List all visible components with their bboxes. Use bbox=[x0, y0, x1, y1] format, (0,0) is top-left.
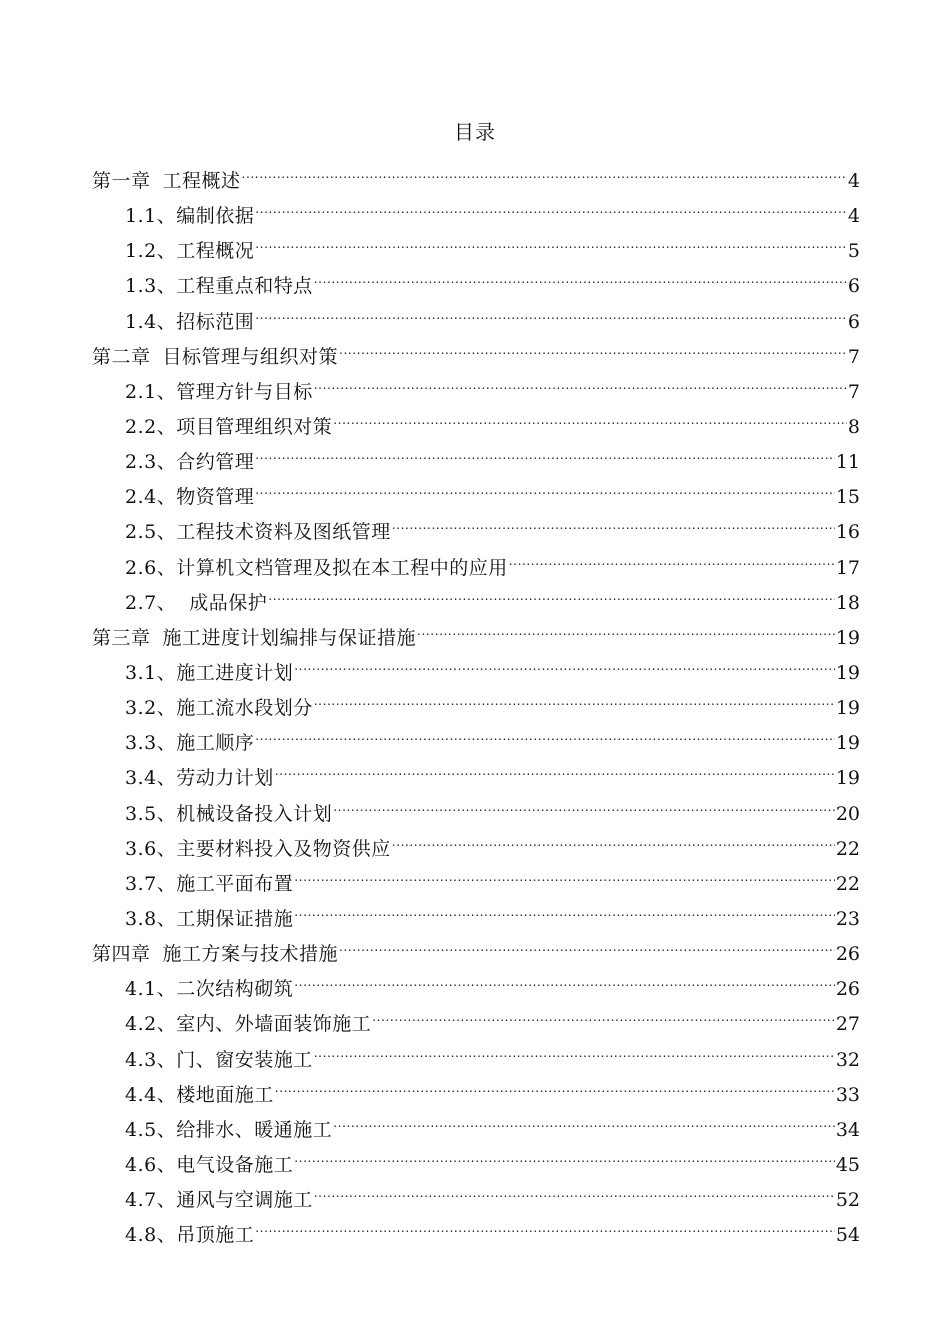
toc-dot-leader bbox=[314, 257, 847, 292]
toc-page-number: 27 bbox=[835, 1013, 860, 1036]
toc-entry-text: 工程概况 bbox=[176, 240, 255, 263]
toc-dot-leader bbox=[417, 609, 835, 644]
toc-entry-text: 给排水、暖通施工 bbox=[176, 1118, 333, 1141]
toc-entry-number: 第三章 bbox=[92, 626, 151, 649]
toc-entry-number: 3.4、 bbox=[125, 767, 177, 790]
toc-dot-leader bbox=[255, 222, 847, 257]
toc-page-number: 18 bbox=[835, 591, 860, 614]
toc-entry-number: 2.5、 bbox=[125, 521, 177, 544]
toc-list bbox=[92, 152, 860, 1247]
toc-entry-text: 编制依据 bbox=[176, 205, 255, 228]
toc-page-number: 54 bbox=[835, 1224, 860, 1247]
toc-entry-heading bbox=[125, 375, 313, 410]
toc-entry-heading bbox=[125, 1218, 254, 1253]
toc-entry-number: 3.8、 bbox=[125, 907, 177, 930]
toc-entry-number: 1.1、 bbox=[125, 205, 177, 228]
toc-dot-leader bbox=[255, 468, 835, 503]
toc-entry-text: 施工流水段划分 bbox=[176, 697, 313, 720]
toc-page-number: 19 bbox=[835, 767, 860, 790]
toc-entry-number: 第四章 bbox=[92, 943, 151, 966]
toc-entry-text: 机械设备投入计划 bbox=[176, 802, 333, 825]
toc-entry-number: 3.6、 bbox=[125, 837, 177, 860]
toc-entry-text: 室内、外墙面装饰施工 bbox=[176, 1013, 372, 1036]
toc-dot-leader bbox=[294, 855, 835, 890]
toc-entry-text: 工程概述 bbox=[162, 170, 241, 192]
toc-page-number: 5 bbox=[847, 240, 860, 263]
toc-dot-leader bbox=[333, 1101, 835, 1136]
toc-entry-heading bbox=[125, 797, 332, 832]
toc-dot-leader bbox=[509, 539, 835, 574]
toc-entry-text: 工期保证措施 bbox=[176, 907, 294, 930]
toc-dot-leader bbox=[275, 1066, 835, 1101]
toc-entry-heading bbox=[125, 656, 293, 691]
toc-entry-number: 3.1、 bbox=[125, 661, 177, 684]
toc-entry-number: 4.1、 bbox=[125, 978, 177, 1001]
toc-page-number: 22 bbox=[835, 872, 860, 895]
toc-entry-text: 物资管理 bbox=[176, 486, 255, 509]
toc-page-number: 45 bbox=[835, 1153, 860, 1176]
toc-page-number: 17 bbox=[835, 556, 860, 579]
toc-page-number: 19 bbox=[835, 661, 860, 684]
toc-entry-heading bbox=[125, 480, 254, 515]
toc-entry-number: 3.7、 bbox=[125, 872, 177, 895]
toc-entry-number: 1.4、 bbox=[125, 310, 177, 333]
toc-entry-text: 主要材料投入及物资供应 bbox=[176, 837, 391, 860]
toc-page-number: 20 bbox=[835, 802, 860, 825]
toc-dot-leader bbox=[255, 187, 847, 222]
toc-dot-leader bbox=[255, 293, 847, 328]
toc-page-number: 15 bbox=[835, 486, 860, 509]
toc-page-number: 52 bbox=[835, 1189, 860, 1212]
toc-entry-text: 施工进度计划 bbox=[176, 661, 294, 684]
toc-entry-number: 3.5、 bbox=[125, 802, 177, 825]
toc-page-number: 7 bbox=[847, 380, 860, 403]
toc-dot-leader bbox=[314, 1171, 835, 1206]
toc-entry-heading bbox=[125, 515, 391, 550]
toc-entry-heading bbox=[125, 445, 254, 480]
toc-entry-heading bbox=[125, 972, 293, 1007]
toc-entry-heading bbox=[125, 902, 293, 937]
toc-dot-leader bbox=[294, 644, 835, 679]
toc-entry-text: 工程技术资料及图纸管理 bbox=[176, 521, 391, 544]
toc-entry-number: 第二章 bbox=[92, 345, 151, 368]
toc-entry-number: 2.3、 bbox=[125, 451, 177, 474]
toc-page-number: 26 bbox=[835, 978, 860, 1001]
toc-entry-number: 第一章 bbox=[92, 170, 151, 192]
toc-entry-heading bbox=[92, 164, 241, 199]
toc-title: 目录 bbox=[454, 120, 496, 144]
toc-dot-leader bbox=[255, 1206, 835, 1241]
toc-page-number: 6 bbox=[847, 310, 860, 333]
toc-entry-number: 4.8、 bbox=[125, 1224, 177, 1247]
toc-entry-number: 4.3、 bbox=[125, 1048, 177, 1071]
toc-page-number: 32 bbox=[835, 1048, 860, 1071]
toc-entry-text: 项目管理组织对策 bbox=[176, 415, 333, 438]
toc-entry-number: 2.2、 bbox=[125, 415, 177, 438]
toc-dot-leader bbox=[294, 890, 835, 925]
toc-dot-leader bbox=[333, 398, 847, 433]
toc-entry-text: 二次结构砌筑 bbox=[176, 978, 294, 1001]
toc-entry-number: 4.6、 bbox=[125, 1153, 177, 1176]
toc-page-number: 19 bbox=[835, 697, 860, 720]
toc-dot-leader bbox=[314, 363, 847, 398]
toc-entry-number: 2.7、 bbox=[125, 591, 177, 614]
toc-entry-heading bbox=[125, 1148, 293, 1183]
toc-dot-leader bbox=[294, 960, 835, 995]
toc-dot-leader bbox=[314, 1031, 835, 1066]
toc-entry-text: 合约管理 bbox=[176, 451, 255, 474]
toc-chapter-entry[interactable] bbox=[92, 152, 860, 192]
toc-dot-leader bbox=[333, 785, 835, 820]
toc-page-number: 11 bbox=[835, 451, 860, 474]
toc-page-number: 4 bbox=[847, 205, 860, 228]
toc-page-number: 34 bbox=[835, 1118, 860, 1141]
toc-entry-text: 电气设备施工 bbox=[176, 1153, 294, 1176]
toc-page-number: 6 bbox=[847, 275, 860, 298]
toc-entry-text: 施工进度计划编排与保证措施 bbox=[162, 626, 417, 649]
toc-dot-leader bbox=[268, 574, 835, 609]
toc-entry-text: 管理方针与目标 bbox=[176, 380, 313, 403]
toc-entry-text: 施工顺序 bbox=[176, 732, 255, 755]
toc-dot-leader bbox=[314, 679, 835, 714]
toc-dot-leader bbox=[255, 714, 835, 749]
toc-page-number: 7 bbox=[847, 345, 860, 368]
toc-entry-text: 吊顶施工 bbox=[176, 1224, 255, 1247]
toc-page-number: 33 bbox=[835, 1083, 860, 1106]
toc-page-number: 26 bbox=[835, 943, 860, 966]
toc-entry-number: 3.2、 bbox=[125, 697, 177, 720]
toc-page-number: 19 bbox=[835, 626, 860, 649]
toc-entry-number: 2.6、 bbox=[125, 556, 177, 579]
toc-entry-number: 1.2、 bbox=[125, 240, 177, 263]
toc-entry-heading bbox=[125, 761, 274, 796]
toc-entry-number: 3.3、 bbox=[125, 732, 177, 755]
toc-entry-number: 1.3、 bbox=[125, 275, 177, 298]
toc-dot-leader bbox=[392, 820, 835, 855]
toc-entry-number: 4.4、 bbox=[125, 1083, 177, 1106]
toc-page-number: 4 bbox=[847, 170, 860, 192]
toc-dot-leader bbox=[275, 749, 835, 784]
toc-entry-heading bbox=[125, 234, 254, 269]
toc-entry-number: 4.2、 bbox=[125, 1013, 177, 1036]
toc-dot-leader bbox=[242, 152, 847, 187]
toc-entry-text: 工程重点和特点 bbox=[176, 275, 313, 298]
toc-entry-heading bbox=[125, 1078, 274, 1113]
toc-dot-leader bbox=[392, 503, 835, 538]
toc-entry-number: 2.4、 bbox=[125, 486, 177, 509]
toc-entry-text: 计算机文档管理及拟在本工程中的应用 bbox=[176, 556, 508, 579]
toc-page-number: 8 bbox=[847, 415, 860, 438]
toc-entry-heading bbox=[125, 726, 254, 761]
toc-dot-leader bbox=[294, 1136, 835, 1171]
toc-page-number: 16 bbox=[835, 521, 860, 544]
toc-entry-text: 成品保护 bbox=[176, 591, 268, 614]
toc-entry-heading bbox=[125, 305, 254, 340]
toc-page-number: 19 bbox=[835, 732, 860, 755]
toc-entry-text: 施工方案与技术措施 bbox=[162, 943, 339, 966]
toc-entry-text: 招标范围 bbox=[176, 310, 255, 333]
toc-entry-text: 劳动力计划 bbox=[176, 767, 274, 790]
toc-entry-number: 4.5、 bbox=[125, 1118, 177, 1141]
toc-page-number: 23 bbox=[835, 907, 860, 930]
toc-dot-leader bbox=[339, 925, 835, 960]
toc-entry-heading bbox=[92, 340, 338, 375]
toc-entry-number: 4.7、 bbox=[125, 1189, 177, 1212]
toc-entry-number: 2.1、 bbox=[125, 380, 177, 403]
toc-dot-leader bbox=[372, 995, 835, 1030]
toc-entry-heading bbox=[125, 867, 293, 902]
toc-entry-text: 通风与空调施工 bbox=[176, 1189, 313, 1212]
toc-entry-heading bbox=[125, 199, 254, 234]
toc-entry-heading bbox=[125, 586, 267, 621]
toc-entry-text: 门、窗安装施工 bbox=[176, 1048, 313, 1071]
toc-dot-leader bbox=[255, 433, 835, 468]
toc-page-number: 22 bbox=[835, 837, 860, 860]
toc-entry-text: 施工平面布置 bbox=[176, 872, 294, 895]
toc-entry-text: 楼地面施工 bbox=[176, 1083, 274, 1106]
toc-dot-leader bbox=[339, 328, 847, 363]
toc-entry-text: 目标管理与组织对策 bbox=[162, 345, 339, 368]
